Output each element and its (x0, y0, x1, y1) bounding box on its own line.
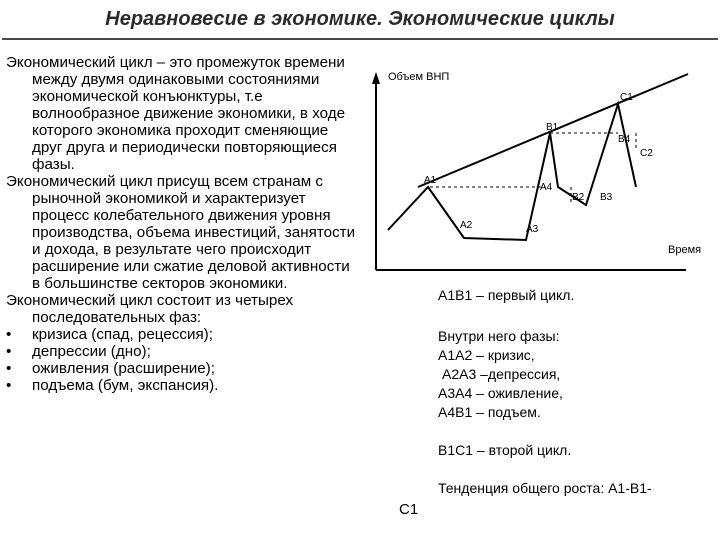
page-title: Неравновесие в экономике. Экономические циклы (105, 8, 615, 30)
point-label-b3: B3 (600, 192, 613, 203)
phase-item-boom: • подъема (бум, экспансия). (6, 377, 362, 394)
phase-a1a2-text: A1A2 – кризис, (438, 347, 535, 363)
cycle-curve (388, 104, 636, 240)
point-label-c2: C2 (640, 148, 653, 159)
point-label-b4: B4 (618, 134, 631, 145)
phase-a4b1-text: A4B1 – подъем. (438, 404, 541, 420)
point-label-a1: A1 (424, 175, 437, 186)
y-axis-label: Объем ВНП (388, 71, 450, 83)
phase-item-recovery: • оживления (расширение); (6, 360, 362, 377)
point-label-a4: A4 (540, 182, 553, 193)
definition-text (6, 54, 362, 394)
point-label-b1: B1 (546, 122, 559, 133)
y-axis-arrow (372, 72, 380, 84)
phases-list (6, 326, 362, 394)
c1-label: C1 (399, 501, 419, 518)
phase-item-crisis: • кризиса (спад, рецессия); (6, 326, 362, 343)
business-cycle-diagram (360, 60, 702, 280)
point-label-b2: B2 (572, 192, 585, 203)
point-label-a2: A2 (460, 220, 473, 231)
x-axis-label: Время (668, 244, 702, 256)
second-cycle-text: B1C1 – второй цикл. (438, 442, 572, 458)
paragraph-definition: Экономический цикл – это промежуток времени между двумя одинаковыми состояниями экономической конъюнктуры, т.е волнообразное движение экономики, в ходе которого экономика проходит сменяющие друг друга и периодически повторяющиеся фазы. (6, 54, 346, 173)
point-label-c1: C1 (620, 92, 633, 103)
growth-trend-text: Тенденция общего роста: A1-B1- (438, 480, 652, 496)
phase-item-depression: • депрессии (дно); (6, 343, 362, 360)
paragraph-phases-intro: Экономический цикл состоит из четырех последовательных фаз: (6, 292, 294, 326)
paragraph-market-economy: Экономический цикл присущ всем странам с рыночной экономикой и характеризует процесс колебательного движения уровня производства, объема инвестиций, занятости и дохода, в результате чего происходит расширение или сжатие деловой активности в большинстве секторов экономики. (6, 173, 356, 292)
phases-header-text: Внутри него фазы: (438, 328, 560, 344)
phase-a3a4-text: A3A4 – оживление, (438, 385, 563, 401)
phase-a2a3-text: A2A3 –депрессия, (442, 366, 561, 382)
point-label-a3: A3 (526, 224, 539, 235)
title-divider (2, 38, 718, 40)
first-cycle-text: A1B1 – первый цикл. (438, 287, 575, 303)
